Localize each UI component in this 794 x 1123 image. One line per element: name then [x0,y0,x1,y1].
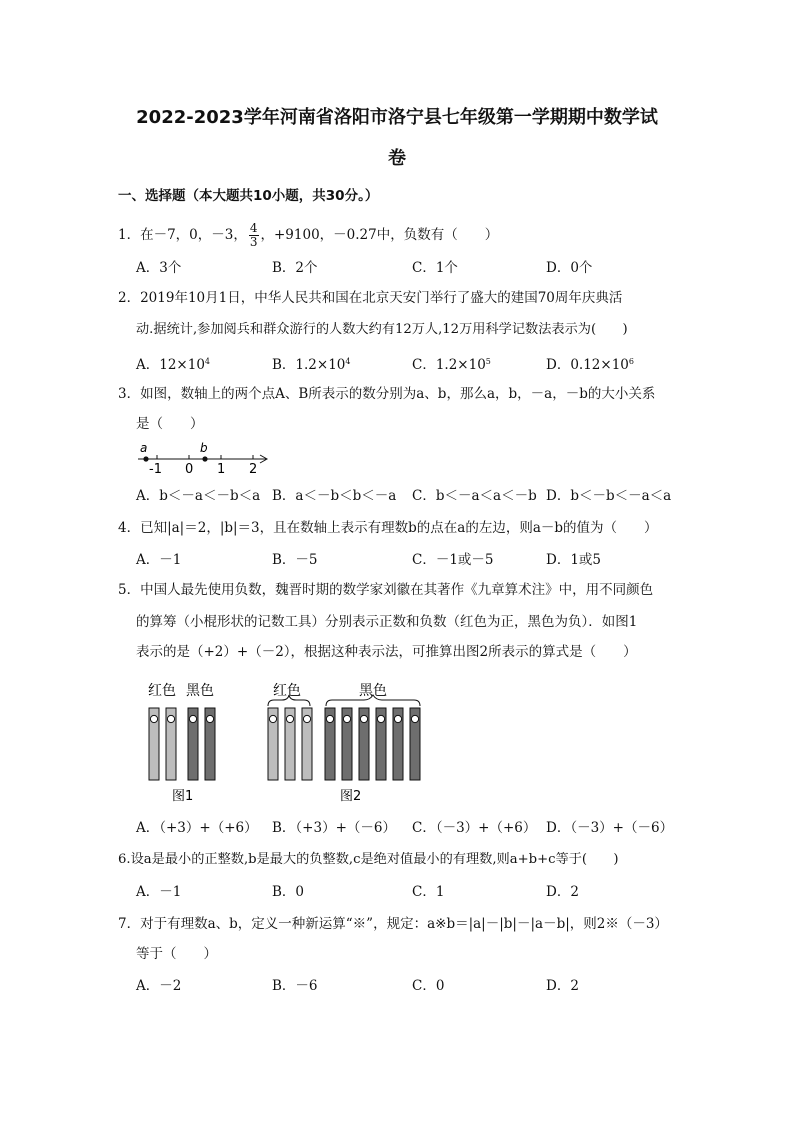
tick-label-neg1: -1 [149,462,162,477]
q4-option-c: C．－1或－5 [412,552,494,568]
q2-option-b [272,352,350,375]
q1-option-c: C．1个 [412,260,458,276]
point-b-label: b [200,441,208,455]
q5-option-c: C．（－3）+（+6） [412,820,537,836]
question-2-line1: 2．2019年10月1日，中华人民共和国在北京天安门举行了盛大的建国70周年庆典活 [118,290,623,306]
fig1-red-rod-1 [149,708,159,780]
fig1-black-label: 黑色 [186,683,214,699]
exam-title-line2: 卷 [388,148,406,169]
section-heading: 一、选择题（本大题共10小题，共30分。） [118,188,379,204]
q4-option-a: A．－1 [136,552,182,568]
q5-option-d: D．（－3）+（－6） [546,820,674,836]
q3-option-d: D．b＜－b＜－a＜a [546,488,672,504]
tick-label-2: 2 [249,462,258,477]
q6-option-b: B．0 [272,884,305,900]
fig2-black-rod-1 [325,708,335,780]
q2-option-c-exp: 5 [485,357,491,366]
q2-option-b-exp: 4 [345,357,351,366]
fig2-black-rod-2 [342,708,352,780]
question-2-line2: 动.据统计,参加阅兵和群众游行的人数大约有12万人,12万用科学记数法表示为( ) [136,322,628,337]
q7-option-b: B．－6 [272,978,318,994]
fig1-black-rod-2 [205,708,215,780]
q6-option-c: C．1 [412,884,445,900]
fig1-red-rod-2 [166,708,176,780]
q3-option-c: C．b＜－a＜a＜－b [412,488,537,504]
q1-option-b: B．2个 [272,260,318,276]
question-7-line2: 等于（ ） [136,946,217,962]
q2-option-c [412,352,491,375]
fig1-black-rod-1 [188,708,198,780]
q7-option-d: D．2 [546,978,579,994]
q3-option-b: B．a＜－b＜b＜－a [272,488,397,504]
point-a [143,456,148,461]
question-4-line1: 4．已知|a|＝2，|b|＝3，且在数轴上表示有理数b的点在a的左边，则a－b的值为（ ） [118,520,658,536]
question-5-line3: 表示的是（+2）+（－2），根据这种表示法，可推算出图2所表示的算式是（ ） [136,644,637,660]
q2-option-d-exp: 6 [628,357,634,366]
fig2-black-label: 黑色 [359,683,387,699]
question-6-line1: 6.设a是最小的正整数,b是最大的负整数,c是绝对值最小的有理数,则a+b+c等于( ) [118,852,619,867]
q1-fraction-denominator: 3 [249,235,258,249]
fig2-black-rod-5 [393,708,403,780]
q5-option-a: A．（+3）+（+6） [136,820,258,836]
fig2-black-rod-6 [410,708,420,780]
counting-rods-figure [140,676,430,812]
q1-option-a: A．3个 [136,260,182,276]
q1-text-post: ，+9100，－0.27中，负数有（ ） [260,227,499,243]
q3-option-a: A．b＜－a＜－b＜a [136,488,261,504]
fig2-red-rod-1 [268,708,278,780]
fig1-caption: 图1 [172,789,194,804]
q2-option-a-exp: 4 [204,357,211,366]
q1-text-pre: 1．在－7，0，－3， [118,227,247,243]
q2-option-a [136,352,210,375]
point-b [202,456,207,461]
q2-option-c-base: C．1.2×10 [412,357,486,373]
fig2-black-rod-4 [376,708,386,780]
q2-option-d [546,352,634,375]
question-3-line2: 是（ ） [136,416,204,432]
question-1 [118,222,498,249]
fig2-red-rod-2 [285,708,295,780]
q2-option-b-base: B．1.2×10 [272,357,346,373]
fig2-red-label: 红色 [273,683,301,699]
fig2-caption: 图2 [340,789,362,804]
fig1-red-label: 红色 [148,683,176,699]
tick-label-1: 1 [217,462,226,477]
question-7-line1: 7．对于有理数a、b，定义一种新运算“※”，规定：a※b＝|a|－|b|－|a－b|，则2※（－3） [118,916,668,932]
q5-option-b: B．（+3）+（－6） [272,820,396,836]
tick-label-0: 0 [185,462,194,477]
question-3-line1: 3．如图，数轴上的两个点A、B所表示的数分别为a、b，那么a，b，－a，－b的大小关系 [118,386,656,402]
q1-fraction-numerator: 4 [249,221,258,235]
exam-title-line1: 2022-2023学年河南省洛阳市洛宁县七年级第一学期期中数学试 [136,107,658,128]
q7-option-c: C．0 [412,978,445,994]
q4-option-d: D．1或5 [546,552,602,568]
q6-option-d: D．2 [546,884,579,900]
question-5-line2: 的算筹（小棍形状的记数工具）分别表示正数和负数（红色为正，黑色为负）．如图1 [136,614,638,630]
q4-option-b: B．－5 [272,552,318,568]
q1-fraction [249,222,259,249]
q7-option-a: A．－2 [136,978,182,994]
q2-option-d-base: D．0.12×10 [546,357,629,373]
fig2-black-rod-3 [359,708,369,780]
q1-option-d: D．0个 [546,260,593,276]
fig2-red-rod-3 [302,708,312,780]
question-5-line1: 5．中国人最先使用负数，魏晋时期的数学家刘徽在其著作《九章算术注》中，用不同颜色 [118,582,654,598]
q2-option-a-base: A．12×10 [136,357,205,373]
q6-option-a: A．－1 [136,884,182,900]
point-a-label: a [140,441,148,455]
number-line-figure [132,438,277,478]
